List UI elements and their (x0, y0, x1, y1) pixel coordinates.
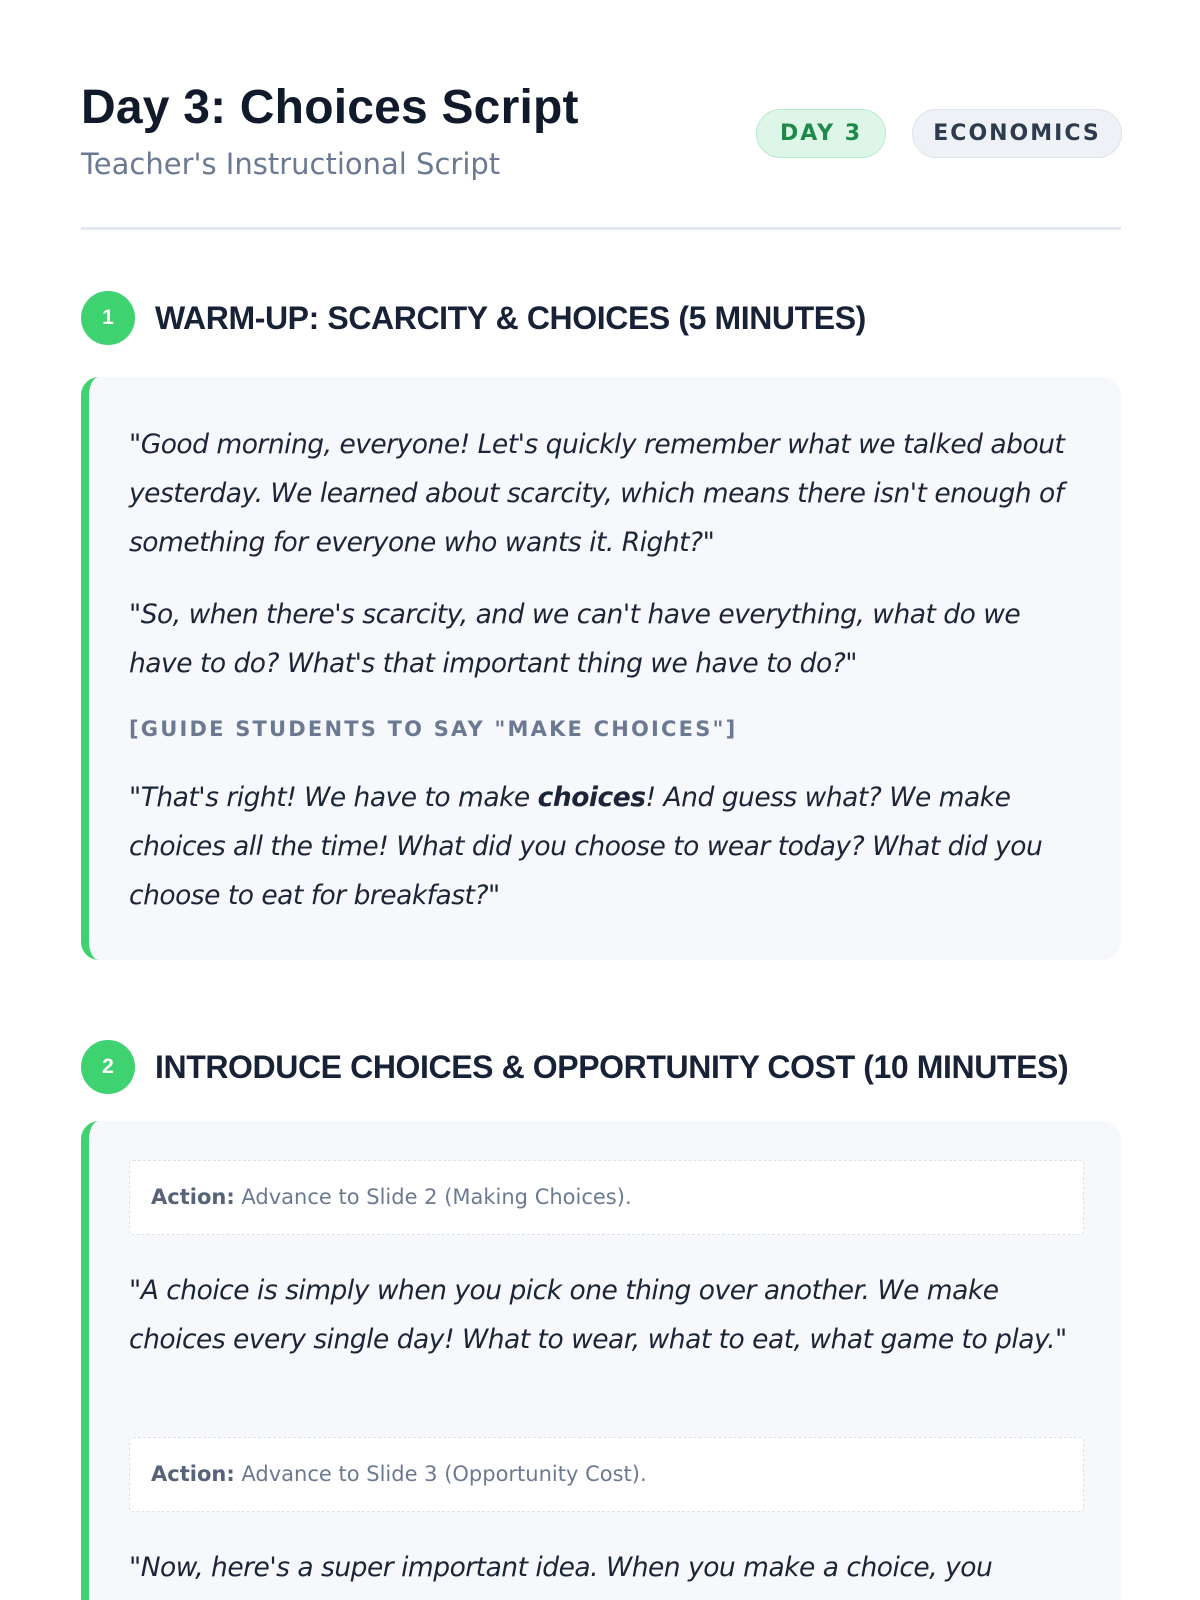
script-page (81, 0, 1121, 1583)
script-quote: "Good morning, everyone! Let's quickly remember what we talked about yesterday. We learned about scarcity, which means there isn't enough of something for everyone who wants it. Right?" (129, 429, 1065, 558)
action-label: Action: (151, 1185, 235, 1209)
page-title: Day 3: Choices Script (81, 81, 579, 134)
script-quote (129, 773, 1069, 920)
section-1-number: 1 (81, 291, 135, 345)
day-badge: DAY 3 (756, 109, 886, 158)
action-text: Advance to Slide 3 (Opportunity Cost). (241, 1462, 647, 1486)
quote-text: ! And guess what? We make choices all the time! What did you choose to wear today? What did you choose to eat for breakfast?" (129, 782, 1043, 911)
section-2-number: 2 (81, 1040, 135, 1094)
section-1-card (81, 377, 1121, 960)
page-header (81, 0, 1121, 230)
action-label: Action: (151, 1462, 235, 1486)
quote-emphasis: choices (537, 782, 646, 813)
page-subtitle: Teacher's Instructional Script (81, 147, 501, 181)
script-quote: "So, when there's scarcity, and we can't have everything, what do we have to do? What's that important thing we have to do?" (129, 599, 1021, 679)
section-1-title: WARM-UP: SCARCITY & CHOICES (5 MINUTES) (155, 299, 866, 336)
action-note (129, 1437, 1084, 1512)
action-note (129, 1160, 1084, 1235)
subject-badge: ECONOMICS (912, 109, 1122, 158)
script-quote: "A choice is simply when you pick one thing over another. We make choices every single day! What to wear, what to eat, what game to play." (129, 1275, 1067, 1355)
section-2-card (81, 1121, 1121, 1600)
section-2-heading (81, 1040, 1068, 1094)
section-1-heading (81, 291, 866, 345)
script-quote: "Now, here's a super important idea. When you make a choice, you (129, 1552, 993, 1583)
teacher-guide-note: [GUIDE STUDENTS TO SAY "MAKE CHOICES"] (129, 717, 738, 741)
quote-text: "That's right! We have to make (129, 782, 538, 813)
action-text: Advance to Slide 2 (Making Choices). (241, 1185, 632, 1209)
section-2-title: INTRODUCE CHOICES & OPPORTUNITY COST (10 MINUTES) (155, 1048, 1069, 1085)
